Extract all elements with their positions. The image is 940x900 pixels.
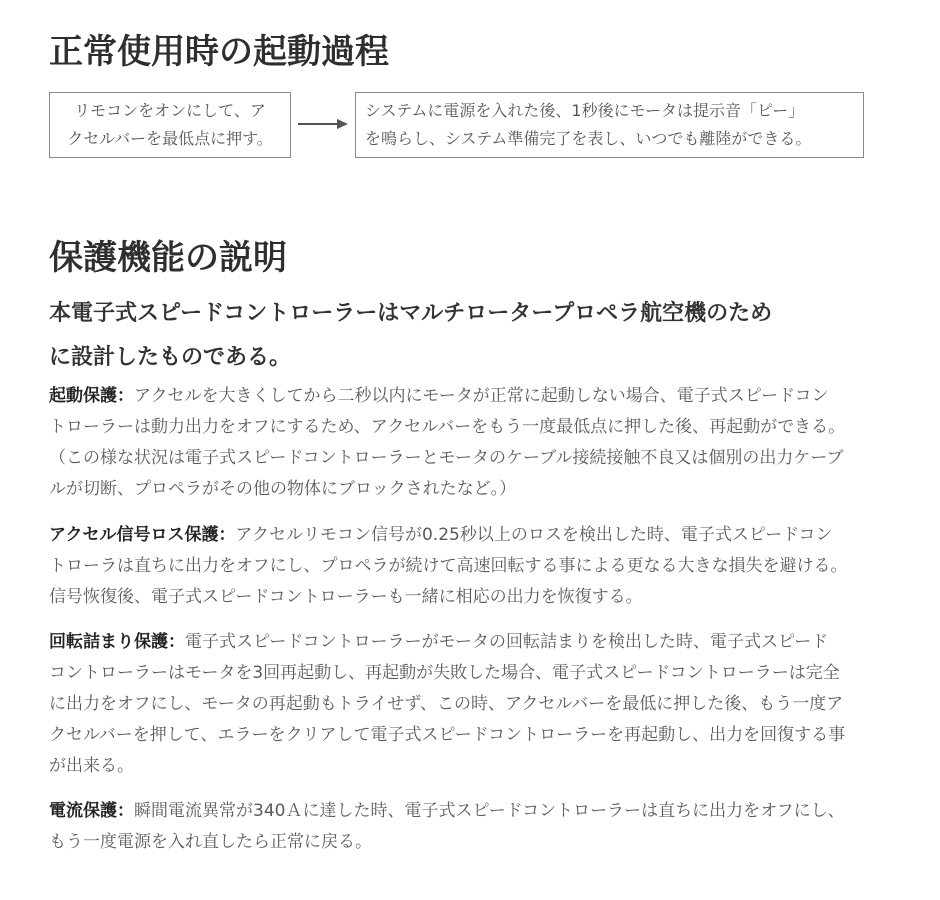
right-arrow-icon <box>297 116 349 132</box>
paragraph-signal-loss-protection <box>49 520 909 613</box>
protection-subtitle <box>49 292 899 380</box>
flow-step-1-box <box>49 92 291 158</box>
paragraph-line <box>49 627 909 658</box>
paragraph-text: アクセルを大きくしてから二秒以内にモータが正常に起動しない場合、電子式スピードコン <box>134 386 829 406</box>
paragraph-line: が出来る。 <box>49 756 134 776</box>
section-title-startup: 正常使用時の起動過程 <box>49 32 389 72</box>
paragraph-line: もう一度電源を入れ直したら正常に戻る。 <box>49 832 372 852</box>
paragraph-text: 電子式スピードコントローラーがモータの回転詰まりを検出した時、電子式スピード <box>185 632 829 652</box>
paragraph-line <box>49 796 909 827</box>
paragraph-stall-protection <box>49 627 909 782</box>
paragraph-text: アクセルリモコン信号が0.25秒以上のロスを検出した時、電子式スピードコン <box>235 525 833 545</box>
term-label: 起動保護： <box>49 386 134 406</box>
flow-step-1-line: リモコンをオンにして、ア <box>74 101 266 120</box>
section-title-protection: 保護機能の説明 <box>49 238 287 278</box>
paragraph-line <box>49 381 909 412</box>
paragraph-line: トローラは直ちに出力をオフにし、プロペラが続けて高速回転する事による更なる大きな損失を避ける。 <box>49 556 848 576</box>
term-label: 回転詰まり保護： <box>49 632 185 652</box>
paragraph-line <box>49 520 909 551</box>
paragraph-line: クセルバーを押して、エラーをクリアして電子式スピードコントローラーを再起動し、出力を回復する事 <box>49 725 846 745</box>
term-label: 電流保護： <box>49 801 134 821</box>
subtitle-line: に設計したものである。 <box>49 345 292 370</box>
flow-step-2-box <box>355 92 864 158</box>
paragraph-line: 信号恢復後、電子式スピードコントローラーも一緒に相応の出力を恢復する。 <box>49 587 643 607</box>
term-label: アクセル信号ロス保護： <box>49 525 236 545</box>
paragraph-current-protection <box>49 796 909 858</box>
flow-step-2-line: を鳴らし、システム準備完了を表し、いつでも離陸ができる。 <box>365 129 812 148</box>
subtitle-line: 本電子式スピードコントローラーはマルチロータープロペラ航空機のため <box>49 301 773 326</box>
paragraph-line: （この様な状況は電子式スピードコントローラーとモータのケーブル接続接触不良又は個別の出力ケーブ <box>49 448 844 468</box>
paragraph-line: コントローラーはモータを3回再起動し、再起動が失敗した場合、電子式スピードコントローラーは完全 <box>49 663 840 683</box>
flow-step-1-line: クセルバーを最低点に押す。 <box>67 129 273 148</box>
paragraph-startup-protection <box>49 381 909 505</box>
flow-step-2-line: システムに電源を入れた後、1秒後にモータは提示音「ピー」 <box>365 101 805 120</box>
paragraph-line: に出力をオフにし、モータの再起動もトライせず、この時、アクセルバーを最低に押した後、もう一度ア <box>49 694 844 714</box>
paragraph-line: トローラーは動力出力をオフにするため、アクセルバーをもう一度最低点に押した後、再起動ができる。 <box>49 417 846 437</box>
paragraph-text: 瞬間電流異常が340Ａに達した時、電子式スピードコントローラーは直ちに出力をオフにし、 <box>134 801 845 821</box>
paragraph-line: ルが切断、プロペラがその他の物体にブロックされたなど。） <box>49 479 517 499</box>
